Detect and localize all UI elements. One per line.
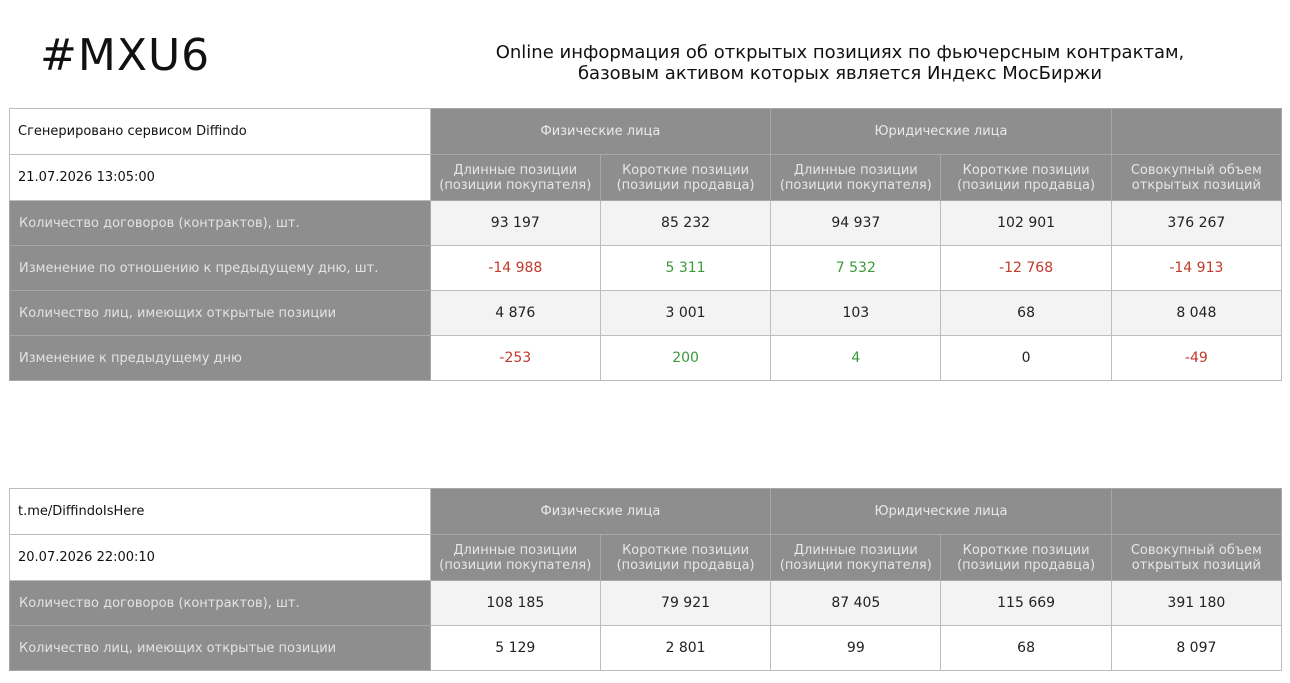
ticker-title: #MXU6 bbox=[40, 30, 211, 81]
table-cell: 103 bbox=[771, 291, 941, 336]
table-subheader-row bbox=[10, 535, 1282, 581]
table-row bbox=[10, 246, 1282, 291]
table-cell: 102 901 bbox=[941, 201, 1111, 246]
col-header-line: Длинные позиции bbox=[793, 542, 918, 558]
timestamp: 20.07.2026 22:00:10 bbox=[10, 535, 431, 581]
table-cell: 0 bbox=[941, 336, 1111, 381]
col-header-total bbox=[1111, 535, 1281, 581]
col-header-line: (позиции продавца) bbox=[957, 557, 1096, 573]
telegram-link[interactable]: t.me/DiffindoIsHere bbox=[10, 489, 431, 535]
row-label: Количество договоров (контрактов), шт. bbox=[10, 201, 431, 246]
table-cell: 8 097 bbox=[1111, 626, 1281, 671]
table-cell: 391 180 bbox=[1111, 581, 1281, 626]
col-header-long-physical bbox=[430, 535, 600, 581]
table-cell: -12 768 bbox=[941, 246, 1111, 291]
col-header-line: Длинные позиции bbox=[793, 162, 918, 178]
col-header-line: Совокупный объем bbox=[1130, 542, 1262, 558]
table-cell: -49 bbox=[1111, 336, 1281, 381]
table-cell: 108 185 bbox=[430, 581, 600, 626]
col-header-line: открытых позиций bbox=[1131, 557, 1261, 573]
col-header-line: (позиции покупателя) bbox=[779, 557, 932, 573]
group-header-total bbox=[1111, 109, 1281, 155]
table-row bbox=[10, 581, 1282, 626]
row-label: Изменение по отношению к предыдущему дню, шт. bbox=[10, 246, 431, 291]
headline-line-2: базовым активом которых является Индекс МосБиржи bbox=[577, 63, 1103, 84]
table-cell: 68 bbox=[941, 626, 1111, 671]
col-header-line: Длинные позиции bbox=[453, 542, 578, 558]
table-cell: 7 532 bbox=[771, 246, 941, 291]
table-cell: 85 232 bbox=[600, 201, 770, 246]
table-cell: 68 bbox=[941, 291, 1111, 336]
table-cell: 5 129 bbox=[430, 626, 600, 671]
group-header-total bbox=[1111, 489, 1281, 535]
table-cell: 8 048 bbox=[1111, 291, 1281, 336]
col-header-long-legal bbox=[771, 535, 941, 581]
table-cell: 94 937 bbox=[771, 201, 941, 246]
group-header-physical: Физические лица bbox=[430, 489, 771, 535]
col-header-line: Короткие позиции bbox=[962, 162, 1090, 178]
headline-line-1: Online информация об открытых позициях по фьючерсным контрактам, bbox=[495, 42, 1185, 63]
table-cell: 93 197 bbox=[430, 201, 600, 246]
row-label: Изменение к предыдущему дню bbox=[10, 336, 431, 381]
col-header-line: открытых позиций bbox=[1131, 177, 1261, 193]
timestamp: 21.07.2026 13:05:00 bbox=[10, 155, 431, 201]
table-cell: -253 bbox=[430, 336, 600, 381]
table-cell: 99 bbox=[771, 626, 941, 671]
table-cell: -14 988 bbox=[430, 246, 600, 291]
col-header-line: Совокупный объем bbox=[1130, 162, 1262, 178]
row-label: Количество договоров (контрактов), шт. bbox=[10, 581, 431, 626]
table-cell: 5 311 bbox=[600, 246, 770, 291]
table-cell: 87 405 bbox=[771, 581, 941, 626]
group-header-legal: Юридические лица bbox=[771, 489, 1112, 535]
table-subheader-row bbox=[10, 155, 1282, 201]
col-header-line: Длинные позиции bbox=[453, 162, 578, 178]
group-header-physical: Физические лица bbox=[430, 109, 771, 155]
table-row bbox=[10, 291, 1282, 336]
row-label: Количество лиц, имеющих открытые позиции bbox=[10, 291, 431, 336]
page-headline bbox=[420, 42, 1260, 84]
table-cell: 200 bbox=[600, 336, 770, 381]
col-header-line: (позиции покупателя) bbox=[439, 177, 592, 193]
col-header-line: (позиции покупателя) bbox=[779, 177, 932, 193]
table-cell: 2 801 bbox=[600, 626, 770, 671]
col-header-line: (позиции продавца) bbox=[616, 177, 755, 193]
table-row bbox=[10, 201, 1282, 246]
generator-credit: Сгенерировано сервисом Diffindo bbox=[10, 109, 431, 155]
table-row bbox=[10, 626, 1282, 671]
table-cell: 4 bbox=[771, 336, 941, 381]
col-header-line: (позиции продавца) bbox=[957, 177, 1096, 193]
col-header-line: Короткие позиции bbox=[962, 542, 1090, 558]
table-row bbox=[10, 336, 1282, 381]
open-interest-table-current bbox=[9, 108, 1282, 381]
col-header-long-legal bbox=[771, 155, 941, 201]
col-header-line: Короткие позиции bbox=[622, 542, 750, 558]
col-header-short-physical bbox=[600, 155, 770, 201]
table-cell: 115 669 bbox=[941, 581, 1111, 626]
open-interest-table-previous bbox=[9, 488, 1282, 671]
table-header-row bbox=[10, 489, 1282, 535]
table-cell: -14 913 bbox=[1111, 246, 1281, 291]
table-cell: 376 267 bbox=[1111, 201, 1281, 246]
col-header-line: (позиции покупателя) bbox=[439, 557, 592, 573]
col-header-long-physical bbox=[430, 155, 600, 201]
table-cell: 79 921 bbox=[600, 581, 770, 626]
table-cell: 3 001 bbox=[600, 291, 770, 336]
group-header-legal: Юридические лица bbox=[771, 109, 1112, 155]
table-cell: 4 876 bbox=[430, 291, 600, 336]
row-label: Количество лиц, имеющих открытые позиции bbox=[10, 626, 431, 671]
col-header-short-legal bbox=[941, 535, 1111, 581]
col-header-line: (позиции продавца) bbox=[616, 557, 755, 573]
col-header-short-physical bbox=[600, 535, 770, 581]
col-header-line: Короткие позиции bbox=[622, 162, 750, 178]
col-header-total bbox=[1111, 155, 1281, 201]
col-header-short-legal bbox=[941, 155, 1111, 201]
table-header-row bbox=[10, 109, 1282, 155]
